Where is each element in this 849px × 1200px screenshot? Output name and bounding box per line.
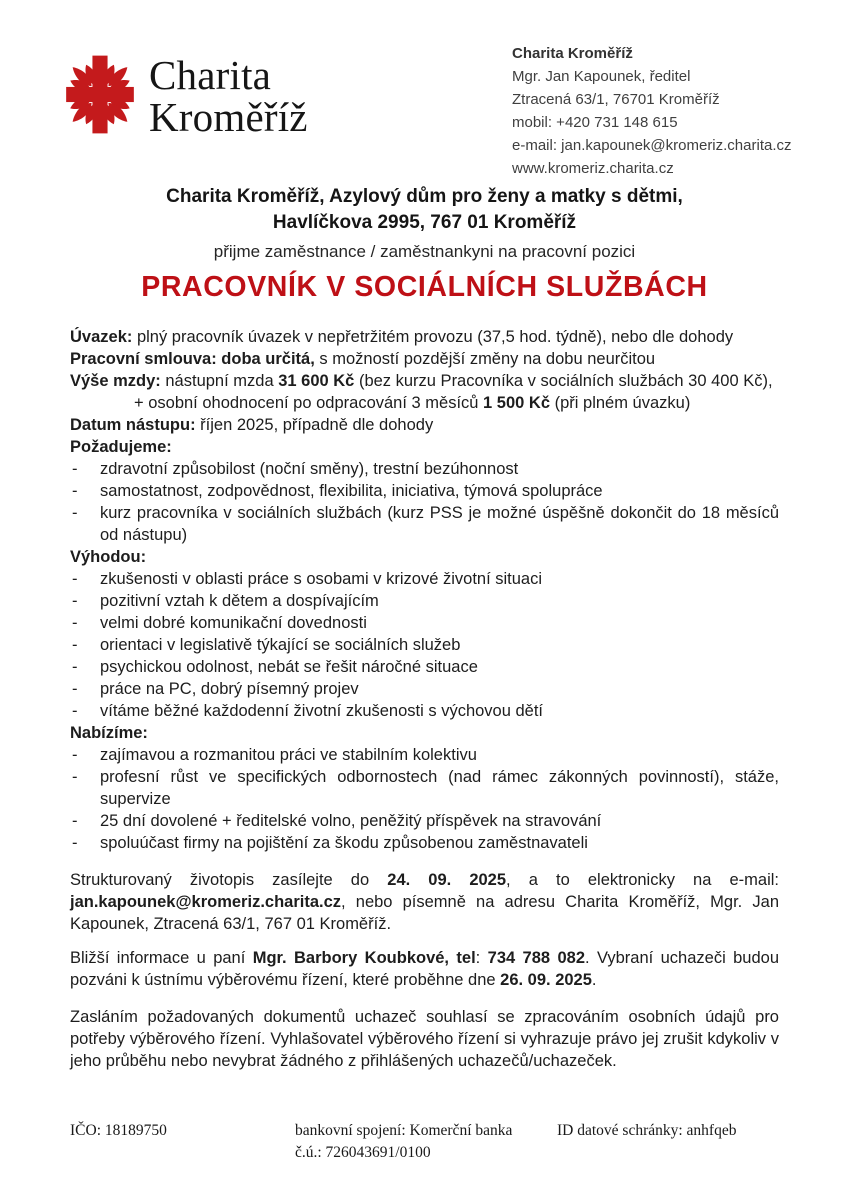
list-item: - velmi dobré komunikační dovednosti	[70, 612, 779, 634]
uvazek-label: Úvazek:	[70, 328, 133, 346]
smlouva-text: s možností pozdější změny na dobu neurčitou	[314, 350, 656, 368]
section-pozadujeme	[70, 436, 779, 546]
p1-text3: , nebo písemně na adresu Charita Kroměříž, Mgr. Jan Kapounek, Ztracená 63/1, 767 01 Kroměříž.	[70, 893, 779, 933]
vacancy-subtitle: přijme zaměstnance / zaměstnankyni na pracovní pozici	[213, 242, 636, 261]
footer-bank-line2: č.ú.: 726043691/0100	[295, 1144, 431, 1161]
list-item: - samostatnost, zodpovědnost, flexibilita, iniciativa, týmová spolupráce	[70, 480, 779, 502]
smlouva-label: Pracovní smlouva: doba určitá,	[70, 350, 315, 368]
terms-line-mzda	[70, 370, 779, 392]
footer-bank	[295, 1120, 557, 1164]
p1-text2: , a to elektronicky na e-mail:	[506, 871, 780, 889]
logo-wordmark-line2: Kroměříž	[149, 94, 308, 140]
terms-line-mzda2	[70, 392, 779, 414]
document-footer	[0, 1120, 849, 1164]
advantages-list	[70, 568, 779, 722]
contact-block	[512, 42, 792, 180]
info-paragraph	[70, 947, 779, 991]
org-address-line1: Charita Kroměříž, Azylový dům pro ženy a matky s dětmi,	[166, 186, 683, 207]
contact-org: Charita Kroměříž	[512, 45, 633, 62]
p1-text1: Strukturovaný životopis zasílejte do	[70, 871, 388, 889]
start-date-text: říjen 2025, případně dle dohody	[195, 416, 434, 434]
contact-phone: 734 788 082	[487, 949, 586, 967]
start-date-label: Datum nástupu:	[70, 416, 196, 434]
list-item: - zdravotní způsobilost (noční směny), trestní bezúhonnost	[70, 458, 779, 480]
mzda-amount: 31 600 Kč	[278, 372, 355, 390]
mzda-text2: (bez kurzu Pracovníka v sociálních službách 30 400 Kč),	[354, 372, 773, 390]
employment-terms	[70, 326, 779, 414]
application-paragraph	[70, 869, 779, 935]
p2-text3: . Vybraní uchazeči budou pozváni k ústnímu výběrovému řízení, které proběhne dne	[70, 949, 780, 989]
p2-text4: .	[591, 971, 597, 989]
section-heading: Výhodou:	[70, 548, 147, 566]
terms-line-uvazek	[70, 326, 779, 348]
list-item: - profesní růst ve specifických odbornostech (nad rámec zákonných povinností), stáže, supervize	[70, 766, 779, 810]
position-title: PRACOVNÍK V SOCIÁLNÍCH SLUŽBÁCH	[141, 271, 708, 303]
contact-website: www.kromeriz.charita.cz	[512, 160, 674, 177]
application-deadline: 24. 09. 2025	[387, 871, 507, 889]
footer-bank-line1: bankovní spojení: Komerční banka	[295, 1122, 513, 1139]
list-item: - 25 dní dovolené + ředitelské volno, peněžitý příspěvek na stravování	[70, 810, 779, 832]
footer-ico: IČO: 18189750	[70, 1122, 167, 1139]
mzda2-text1: + osobní ohodnocení po odpracování 3 měsíců	[134, 394, 484, 412]
contact-director: Mgr. Jan Kapounek, ředitel	[512, 68, 691, 85]
start-date-line	[70, 414, 779, 436]
list-item: - vítáme běžné každodenní životní zkušenosti s výchovou dětí	[70, 700, 779, 722]
logo	[64, 52, 308, 138]
gdpr-paragraph: Zasláním požadovaných dokumentů uchazeč souhlasí se zpracováním osobních údajů pro potřeby výběrového řízení. Vyhlašovatel výběrového řízení si vyhrazuje právo jej zrušit kdykoliv v jeho průběhu nebo nevybrat žádného z přihlášených uchazečů/uchazeček.	[70, 1008, 779, 1070]
list-item: - zkušenosti v oblasti práce s osobami v krizové životní situaci	[70, 568, 779, 590]
list-item: - kurz pracovníka v sociálních službách (kurz PSS je možné úspěšně dokončit do 18 měsíců od nástupu)	[70, 502, 779, 546]
list-item: - orientaci v legislativě týkající se sociálních služeb	[70, 634, 779, 656]
terms-line-smlouva	[70, 348, 779, 370]
contact-address: Ztracená 63/1, 76701 Kroměříž	[512, 91, 720, 108]
logo-wordmark-line1: Charita	[149, 52, 272, 98]
mzda2-text2: (při plném úvazku)	[550, 394, 691, 412]
requirements-list	[70, 458, 779, 546]
letterhead	[0, 0, 849, 177]
section-heading: Nabízíme:	[70, 724, 148, 742]
p2-text2: :	[475, 949, 488, 967]
list-item: - spoluúčast firmy na pojištění za škodu způsobenou zaměstnavateli	[70, 832, 779, 854]
section-vyhodou	[70, 546, 779, 722]
section-nabizime	[70, 722, 779, 854]
application-email: jan.kapounek@kromeriz.charita.cz	[70, 893, 342, 911]
document-body	[0, 326, 849, 1072]
caritas-flame-cross-icon	[64, 52, 136, 137]
list-item: - práce na PC, dobrý písemný projev	[70, 678, 779, 700]
contact-email: e-mail: jan.kapounek@kromeriz.charita.cz	[512, 137, 792, 154]
list-item: - psychickou odolnost, nebát se řešit náročné situace	[70, 656, 779, 678]
section-heading: Požadujeme:	[70, 438, 172, 456]
uvazek-text: plný pracovník úvazek v nepřetržitém provozu (37,5 hod. týdně), nebo dle dohody	[132, 328, 734, 346]
offer-list	[70, 744, 779, 854]
interview-date: 26. 09. 2025	[500, 971, 592, 989]
contact-mobile: mobil: +420 731 148 615	[512, 114, 678, 131]
list-item: - zajímavou a rozmanitou práci ve stabilním kolektivu	[70, 744, 779, 766]
document-heading	[0, 184, 849, 304]
mzda2-amount: 1 500 Kč	[483, 394, 551, 412]
p2-text1: Bližší informace u paní	[70, 949, 253, 967]
footer-databox: ID datové schránky: anhfqeb	[557, 1122, 737, 1139]
mzda-text1: nástupní mzda	[160, 372, 279, 390]
contact-person: Mgr. Barbory Koubkové, tel	[252, 949, 476, 967]
list-item: - pozitivní vztah k dětem a dospívajícím	[70, 590, 779, 612]
mzda-label: Výše mzdy:	[70, 372, 161, 390]
org-address-line2: Havlíčkova 2995, 767 01 Kroměříž	[272, 212, 577, 233]
logo-wordmark	[149, 52, 308, 138]
